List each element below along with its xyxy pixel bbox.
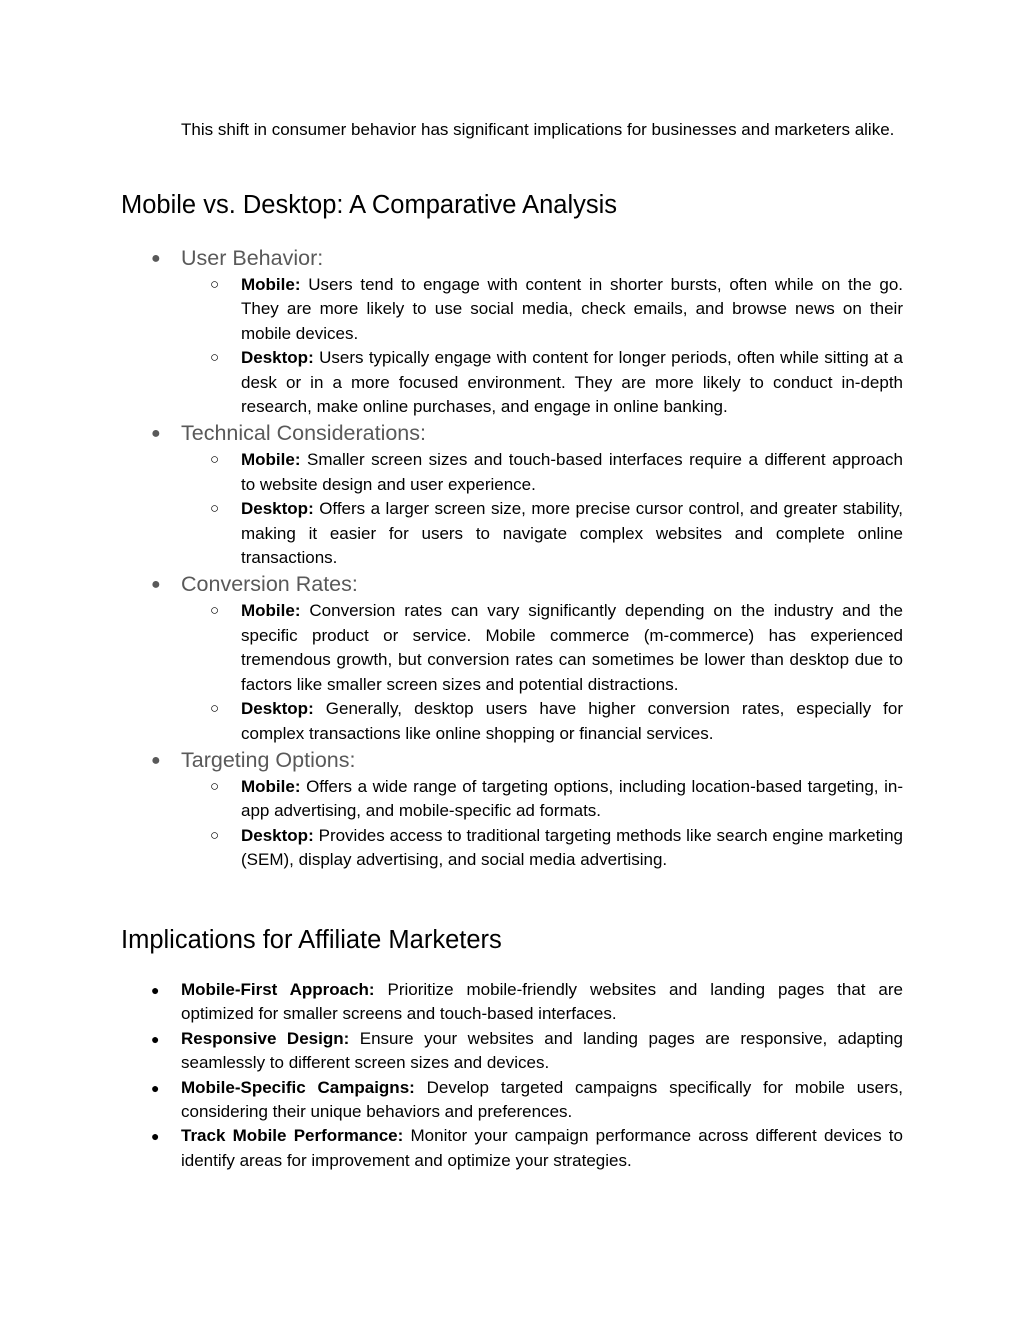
item-label: Mobile-First Approach: bbox=[181, 980, 375, 999]
item-label: Responsive Design: bbox=[181, 1028, 350, 1048]
bullet-icon: ● bbox=[151, 982, 160, 998]
hollow-bullet-icon: ○ bbox=[210, 700, 220, 718]
item-label: Desktop: bbox=[241, 499, 314, 519]
topic-title: Technical Considerations: bbox=[181, 421, 426, 446]
item-label: Mobile: bbox=[241, 776, 301, 796]
bullet-icon: ● bbox=[151, 1128, 160, 1145]
list-item bbox=[0, 824, 903, 873]
list-item bbox=[0, 346, 903, 419]
item-label: Mobile-Specific Campaigns: bbox=[181, 1077, 415, 1097]
topic-technical-considerations bbox=[0, 419, 1024, 570]
list-item bbox=[0, 1076, 903, 1125]
topic-targeting-options bbox=[0, 746, 1024, 873]
topic-user-behavior bbox=[0, 244, 1024, 419]
bullet-icon: ● bbox=[151, 425, 161, 443]
item-text: Monitor your campaign performance across different devices to identify areas for improvement and optimize your strategies. bbox=[181, 1126, 903, 1170]
topic-title: User Behavior: bbox=[181, 246, 324, 270]
topic-title: Targeting Options: bbox=[181, 747, 356, 772]
item-text: Offers a larger screen size, more precise cursor control, and greater stability, making it easier for users to navigate complex websites and complete online transactions. bbox=[241, 499, 903, 568]
item-label: Desktop: bbox=[241, 348, 314, 368]
list-item bbox=[0, 599, 903, 697]
section-heading-implications: Implications for Affiliate Marketers bbox=[121, 926, 502, 954]
list-item bbox=[0, 1124, 903, 1173]
list-item bbox=[0, 273, 903, 346]
bullet-icon: ● bbox=[151, 751, 161, 769]
topic-conversion-rates bbox=[0, 570, 1024, 745]
list-item bbox=[0, 775, 903, 824]
bullet-icon: ● bbox=[151, 576, 161, 594]
hollow-bullet-icon: ○ bbox=[210, 276, 220, 293]
hollow-bullet-icon: ○ bbox=[210, 826, 220, 844]
item-text: Develop targeted campaigns specifically for mobile users, considering their unique behaviors and preferences. bbox=[181, 1077, 903, 1122]
item-label: Desktop: bbox=[241, 699, 314, 719]
bullet-icon: ● bbox=[151, 1079, 160, 1096]
hollow-bullet-icon: ○ bbox=[210, 602, 220, 620]
list-item bbox=[0, 497, 903, 570]
comparative-analysis-list bbox=[0, 244, 1024, 873]
item-label: Mobile: bbox=[241, 601, 301, 621]
item-label: Track Mobile Performance: bbox=[181, 1126, 404, 1146]
item-label: Mobile: bbox=[241, 450, 301, 470]
item-text: Users tend to engage with content in shorter bursts, often while on the go. They are more likely to use social media, check emails, and browse news on their mobile devices. bbox=[241, 275, 903, 343]
hollow-bullet-icon: ○ bbox=[210, 777, 220, 795]
item-label: Mobile: bbox=[241, 275, 301, 294]
item-text: Provides access to traditional targeting methods like search engine marketing (SEM), display advertising, and social media advertising. bbox=[241, 825, 903, 870]
implications-list bbox=[0, 978, 1024, 1173]
item-text: Conversion rates can vary significantly depending on the industry and the specific product or service. Mobile commerce (m-commerce) has experienced tremendous growth, but conversion rates can sometimes be lower than desktop due to factors like smaller screen sizes and potential distractions. bbox=[241, 601, 903, 694]
section-heading-comparative-analysis: Mobile vs. Desktop: A Comparative Analysis bbox=[121, 191, 618, 219]
item-text: Offers a wide range of targeting options, including location-based targeting, in-app advertising, and mobile-specific ad formats. bbox=[241, 776, 903, 821]
list-item bbox=[0, 448, 903, 497]
item-text: Generally, desktop users have higher conversion rates, especially for complex transactions like online shopping or financial services. bbox=[241, 699, 903, 743]
item-text: Smaller screen sizes and touch-based interfaces require a different approach to website design and user experience. bbox=[241, 450, 903, 494]
item-label: Desktop: bbox=[241, 825, 314, 845]
bullet-icon: ● bbox=[151, 1030, 160, 1047]
intro-paragraph: This shift in consumer behavior has significant implications for businesses and marketers alike. bbox=[181, 120, 895, 139]
list-item bbox=[0, 697, 903, 746]
hollow-bullet-icon: ○ bbox=[210, 349, 220, 367]
item-text: Ensure your websites and landing pages are responsive, adapting seamlessly to different screen sizes and devices. bbox=[181, 1028, 903, 1073]
topic-title: Conversion Rates: bbox=[181, 572, 358, 597]
list-item bbox=[0, 1027, 903, 1076]
hollow-bullet-icon: ○ bbox=[210, 451, 220, 469]
item-text: Prioritize mobile-friendly websites and landing pages that are optimized for smaller screens and touch-based interfaces. bbox=[181, 980, 903, 1024]
hollow-bullet-icon: ○ bbox=[210, 500, 220, 518]
item-text: Users typically engage with content for longer periods, often while sitting at a desk or in a more focused environment. They are more likely to conduct in-depth research, make online purchases, and engage in online banking. bbox=[241, 348, 903, 417]
list-item bbox=[0, 978, 903, 1027]
bullet-icon: ● bbox=[151, 250, 161, 267]
